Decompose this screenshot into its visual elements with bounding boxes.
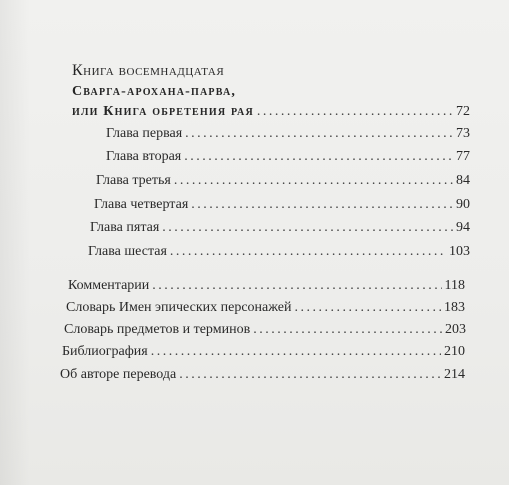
chapter-label: Глава третья xyxy=(96,173,171,188)
page-number: 118 xyxy=(444,278,465,293)
page-number: 103 xyxy=(449,244,470,259)
toc-entry-appendix xyxy=(64,321,466,339)
toc-entry-appendix xyxy=(60,366,465,384)
leader-dots xyxy=(294,299,441,317)
appendix-label: Библиография xyxy=(62,344,148,359)
leader-dots xyxy=(184,148,453,166)
toc-entry-chapter xyxy=(90,219,470,237)
leader-dots xyxy=(170,243,446,261)
page-number: 72 xyxy=(456,104,470,119)
leader-dots xyxy=(185,125,453,143)
page-number: 90 xyxy=(456,197,470,212)
toc-entry-appendix xyxy=(68,277,465,295)
sub-heading-line2: или Книга обретения рая xyxy=(72,104,254,119)
page-number: 94 xyxy=(456,220,470,235)
chapter-label: Глава пятая xyxy=(90,220,160,235)
page-number: 77 xyxy=(456,149,470,164)
page-number: 214 xyxy=(444,367,465,382)
leader-dots xyxy=(191,196,453,214)
toc-entry-chapter xyxy=(106,148,470,166)
toc-entry-chapter xyxy=(94,196,470,214)
toc-entry-appendix xyxy=(62,343,465,361)
leader-dots xyxy=(257,103,453,121)
page-number: 73 xyxy=(456,126,470,141)
appendix-label: Комментарии xyxy=(68,278,150,293)
leader-dots xyxy=(151,343,441,361)
leader-dots xyxy=(179,366,441,384)
chapter-label: Глава шестая xyxy=(88,244,167,259)
leader-dots xyxy=(162,219,453,237)
sub-heading-line1: Сварга-арохана-парва, xyxy=(72,84,237,99)
chapter-label: Глава вторая xyxy=(106,149,182,164)
toc-entry-sub-heading xyxy=(72,103,470,121)
page-number: 203 xyxy=(445,322,466,337)
appendix-label: Об авторе перевода xyxy=(60,367,177,382)
page-number: 210 xyxy=(444,344,465,359)
book-heading: Книга восемнадцатая xyxy=(72,62,225,79)
toc-entry-chapter xyxy=(106,125,470,143)
toc-entry-chapter xyxy=(96,172,470,190)
toc-entry-appendix xyxy=(66,299,465,317)
leader-dots xyxy=(152,277,441,295)
chapter-label: Глава четвертая xyxy=(94,197,189,212)
appendix-label: Словарь Имен эпических персонажей xyxy=(66,300,292,315)
page-number: 183 xyxy=(444,300,465,315)
chapter-label: Глава первая xyxy=(106,126,183,141)
toc-entry-chapter xyxy=(88,243,470,261)
page-gutter-shadow xyxy=(0,0,30,485)
leader-dots xyxy=(253,321,442,339)
leader-dots xyxy=(174,172,453,190)
appendix-label: Словарь предметов и терминов xyxy=(64,322,251,337)
page-number: 84 xyxy=(456,173,470,188)
